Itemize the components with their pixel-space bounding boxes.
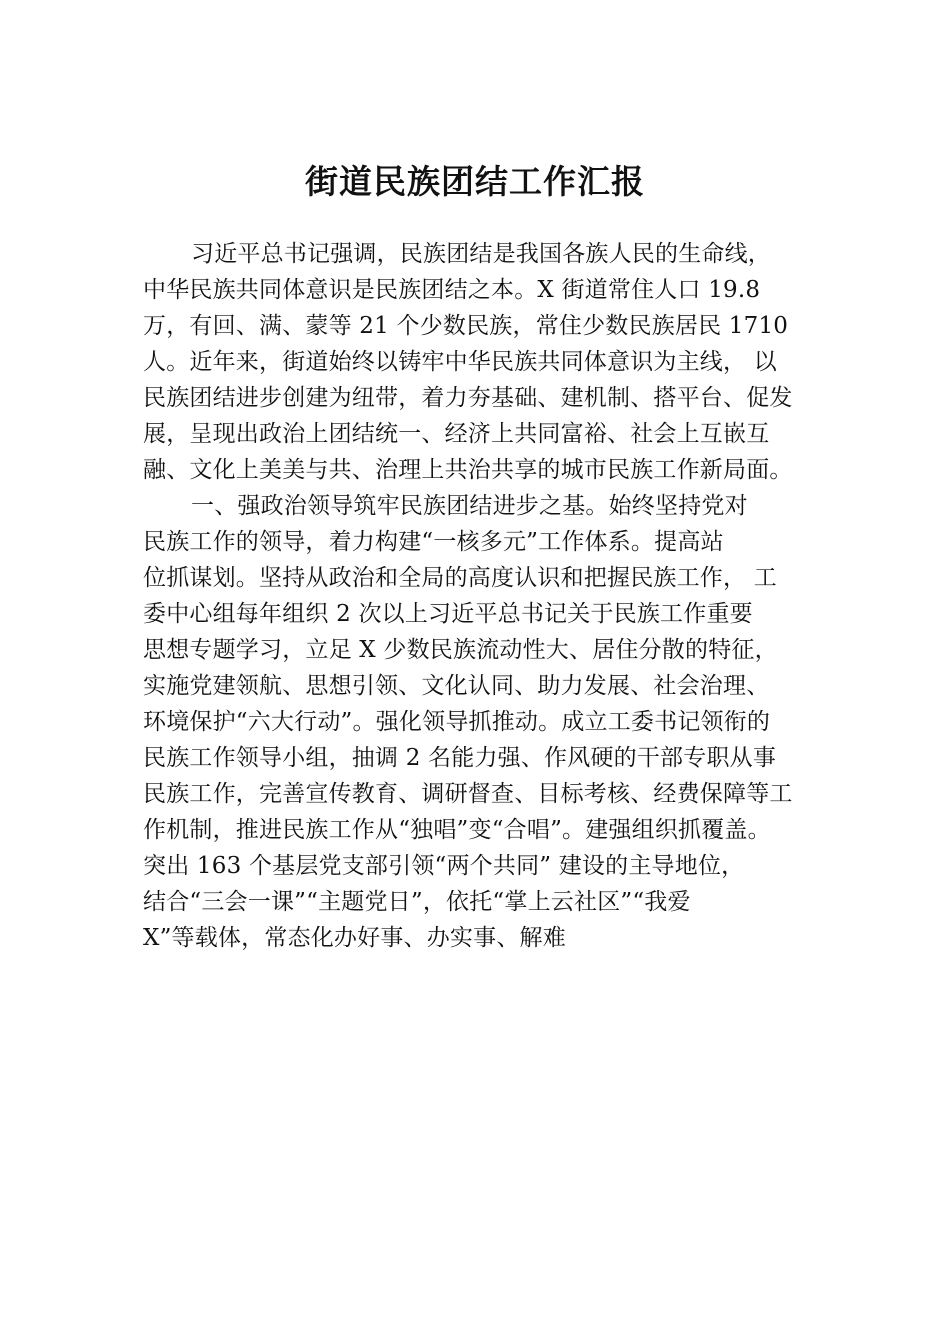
paragraph-line: 习近平总书记强调，民族团结是我国各族人民的生命线， (191, 241, 771, 267)
paragraph-line: 结合“三会一课”“主题党日”，依托“掌上云社区”“我爱 (143, 889, 691, 915)
paragraph-line: 人。近年来，街道始终以铸牢中华民族共同体意识为主线， 以 (143, 349, 777, 375)
paragraph-line: 环境保护“六大行动”。强化领导抓推动。成立工委书记领衔的 (143, 709, 771, 735)
paragraph-line: 民族团结进步创建为纽带，着力夯基础、建机制、搭平台、促发 (143, 385, 793, 411)
paragraph-line: 位抓谋划。坚持从政治和全局的高度认识和把握民族工作， 工 (143, 565, 777, 591)
paragraph-line: 突出 163 个基层党支部引领“两个共同” 建设的主导地位， (143, 853, 745, 879)
paragraph-line: 民族工作的领导，着力构建“一核多元”工作体系。提高站 (143, 529, 724, 555)
paragraph-line: 融、文化上美美与共、治理上共治共享的城市民族工作新局面。 (143, 457, 793, 483)
paragraph-line: 万，有回、满、蒙等 21 个少数民族，常住少数民族居民 1710 (143, 313, 789, 339)
paragraph-line: 民族工作领导小组，抽调 2 名能力强、作风硬的干部专职从事 (143, 745, 777, 771)
paragraph-line: 作机制，推进民族工作从“独唱”变“合唱”。建强组织抓覆盖。 (143, 817, 771, 843)
paragraph-line: 展，呈现出政治上团结统一、经济上共同富裕、社会上互嵌互 (143, 421, 770, 447)
paragraph-line: 思想专题学习，立足 X 少数民族流动性大、居住分散的特征， (143, 637, 778, 663)
paragraph-line: 民族工作，完善宣传教育、调研督查、目标考核、经费保障等工 (143, 781, 793, 807)
document-title: 街道民族团结工作汇报 (305, 162, 645, 201)
paragraph-line: 实施党建领航、思想引领、文化认同、助力发展、社会治理、 (143, 673, 770, 699)
paragraph-line: 中华民族共同体意识是民族团结之本。X 街道常住人口 19.8 (143, 277, 761, 303)
paragraph-line: X”等载体，常态化办好事、办实事、解难 (143, 925, 566, 951)
paragraph-line: 一、强政治领导筑牢民族团结进步之基。始终坚持党对 (191, 493, 748, 519)
paragraph-line: 委中心组每年组织 2 次以上习近平总书记关于民族工作重要 (143, 601, 753, 627)
document-body (143, 236, 843, 956)
